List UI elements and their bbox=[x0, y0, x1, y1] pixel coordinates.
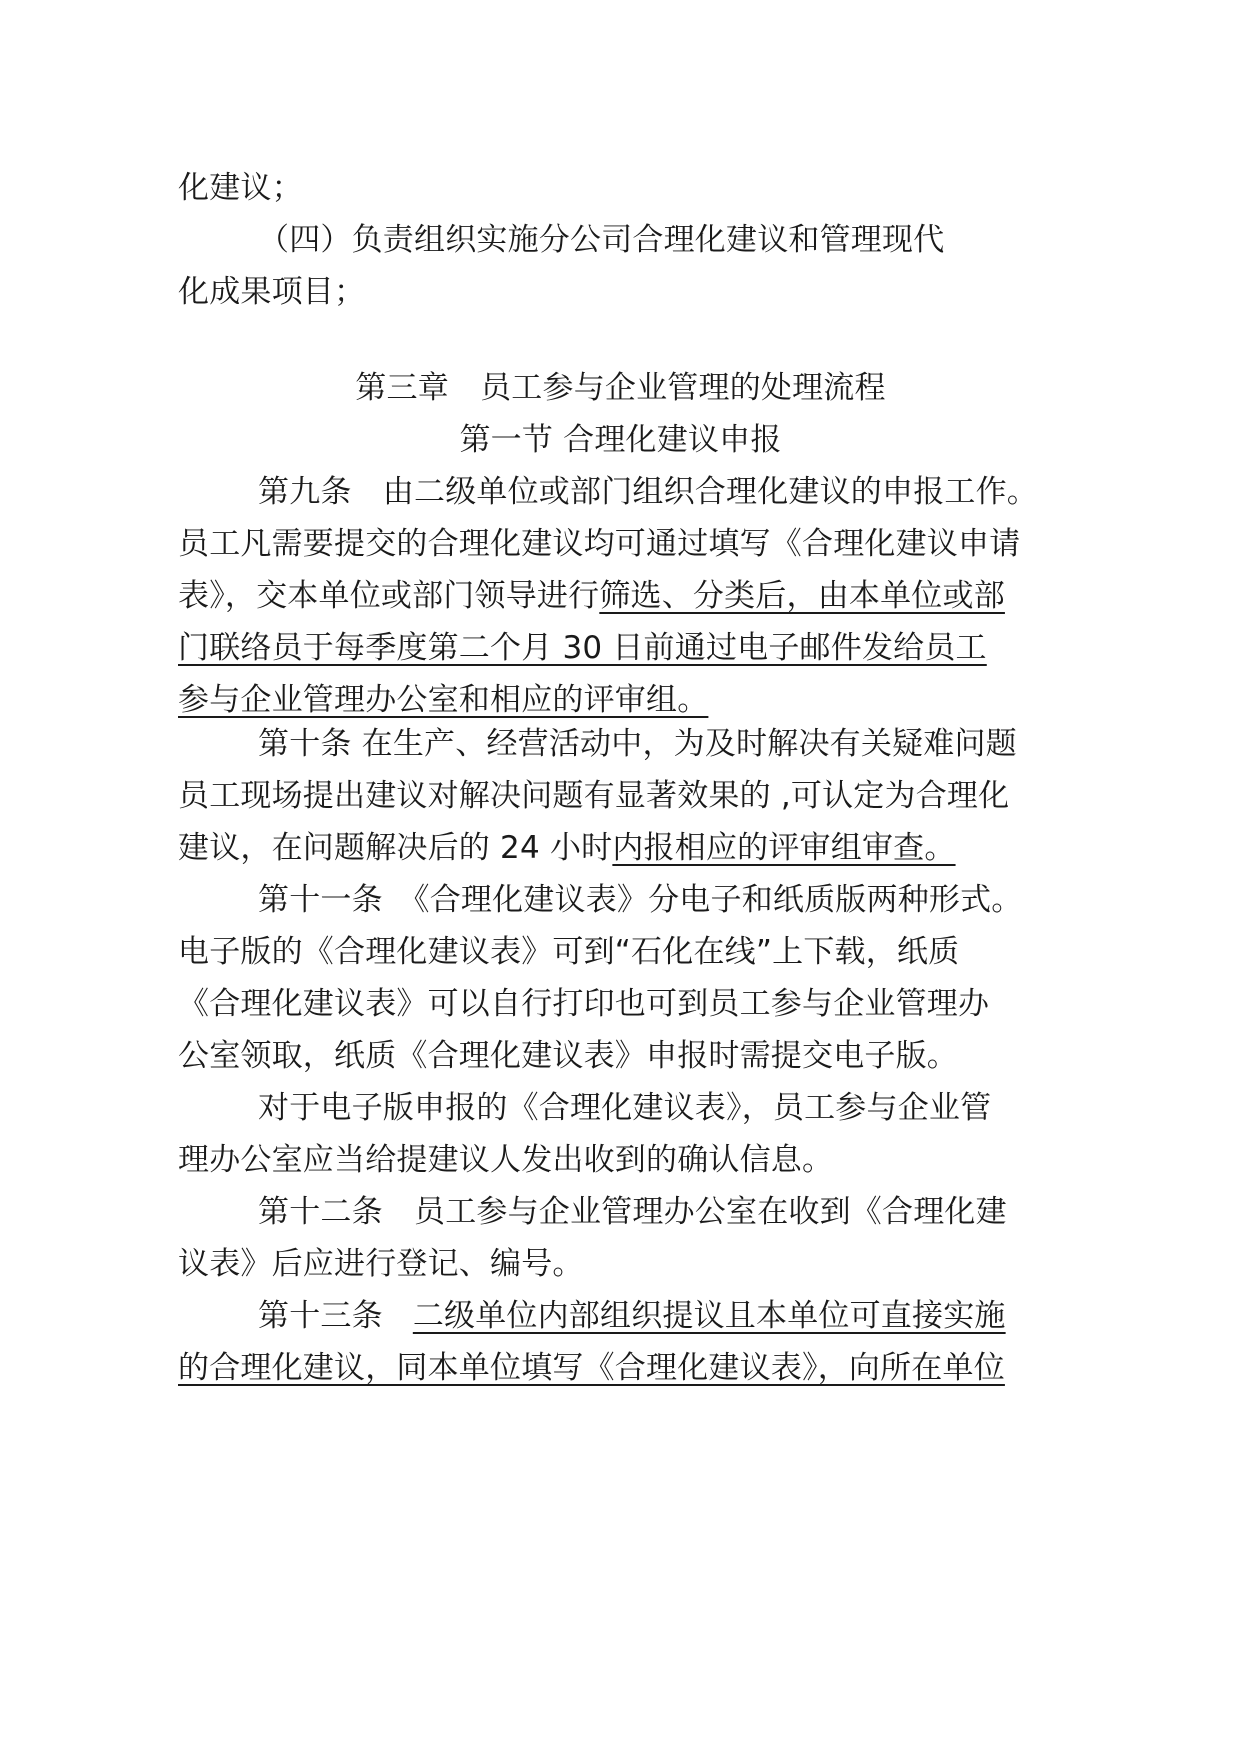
text-line: （四）负责组织实施分公司合理化建议和管理现代 bbox=[258, 222, 945, 258]
underlined-text bbox=[383, 1298, 1006, 1334]
section-title: 第一节 合理化建议申报 bbox=[459, 422, 782, 458]
article-9-line bbox=[178, 574, 1005, 618]
article-10-line bbox=[178, 826, 956, 870]
article-9-line: 参与企业管理办公室和相应的评审组。 bbox=[178, 682, 709, 718]
text-span: 表》，交本单位或部门领导进行 bbox=[178, 578, 600, 614]
paragraph-line: 理办公室应当给提建议人发出收到的确认信息。 bbox=[178, 1142, 834, 1178]
underlined-text: 内报相应的评审组审查。 bbox=[612, 830, 956, 866]
article-12-line: 议表》后应进行登记、编号。 bbox=[178, 1246, 584, 1282]
paragraph-line: 对于电子版申报的《合理化建议表》，员工参与企业管 bbox=[258, 1090, 992, 1126]
article-13-line bbox=[258, 1294, 1006, 1338]
text-span: 二级单位内部组织提议且本单位可直接实施 bbox=[412, 1298, 1006, 1334]
chapter-title: 第三章 员工参与企业管理的处理流程 bbox=[355, 370, 886, 406]
article-11-line: 电子版的《合理化建议表》可到“石化在线”上下载，纸质 bbox=[178, 934, 960, 970]
text-span: 第十三条 bbox=[258, 1298, 383, 1334]
article-9-line: 门联络员于每季度第二个月 30 日前通过电子邮件发给员工 bbox=[178, 630, 987, 666]
text-line: 化建议； bbox=[178, 170, 303, 206]
article-11-line: 《合理化建议表》可以自行打印也可到员工参与企业管理办 bbox=[178, 986, 990, 1022]
article-11-line: 公室领取，纸质《合理化建议表》申报时需提交电子版。 bbox=[178, 1038, 958, 1074]
article-13-line: 的合理化建议，同本单位填写《合理化建议表》，向所在单位 bbox=[178, 1350, 1005, 1386]
article-9-line: 第九条 由二级单位或部门组织合理化建议的申报工作。 bbox=[258, 474, 1038, 510]
underlined-text: 筛选、分类后，由本单位或部 bbox=[599, 578, 1005, 614]
article-11-line: 第十一条 《合理化建议表》分电子和纸质版两种形式。 bbox=[258, 882, 1023, 918]
text-span: 建议，在问题解决后的 24 小时 bbox=[178, 830, 613, 866]
article-10-line: 员工现场提出建议对解决问题有显著效果的 ,可认定为合理化 bbox=[178, 778, 1010, 814]
article-9-line: 员工凡需要提交的合理化建议均可通过填写《合理化建议申请 bbox=[178, 526, 1021, 562]
article-12-line: 第十二条 员工参与企业管理办公室在收到《合理化建 bbox=[258, 1194, 1007, 1230]
article-10-line: 第十条 在生产、经营活动中，为及时解决有关疑难问题 bbox=[258, 726, 1017, 762]
text-line: 化成果项目； bbox=[178, 274, 366, 310]
